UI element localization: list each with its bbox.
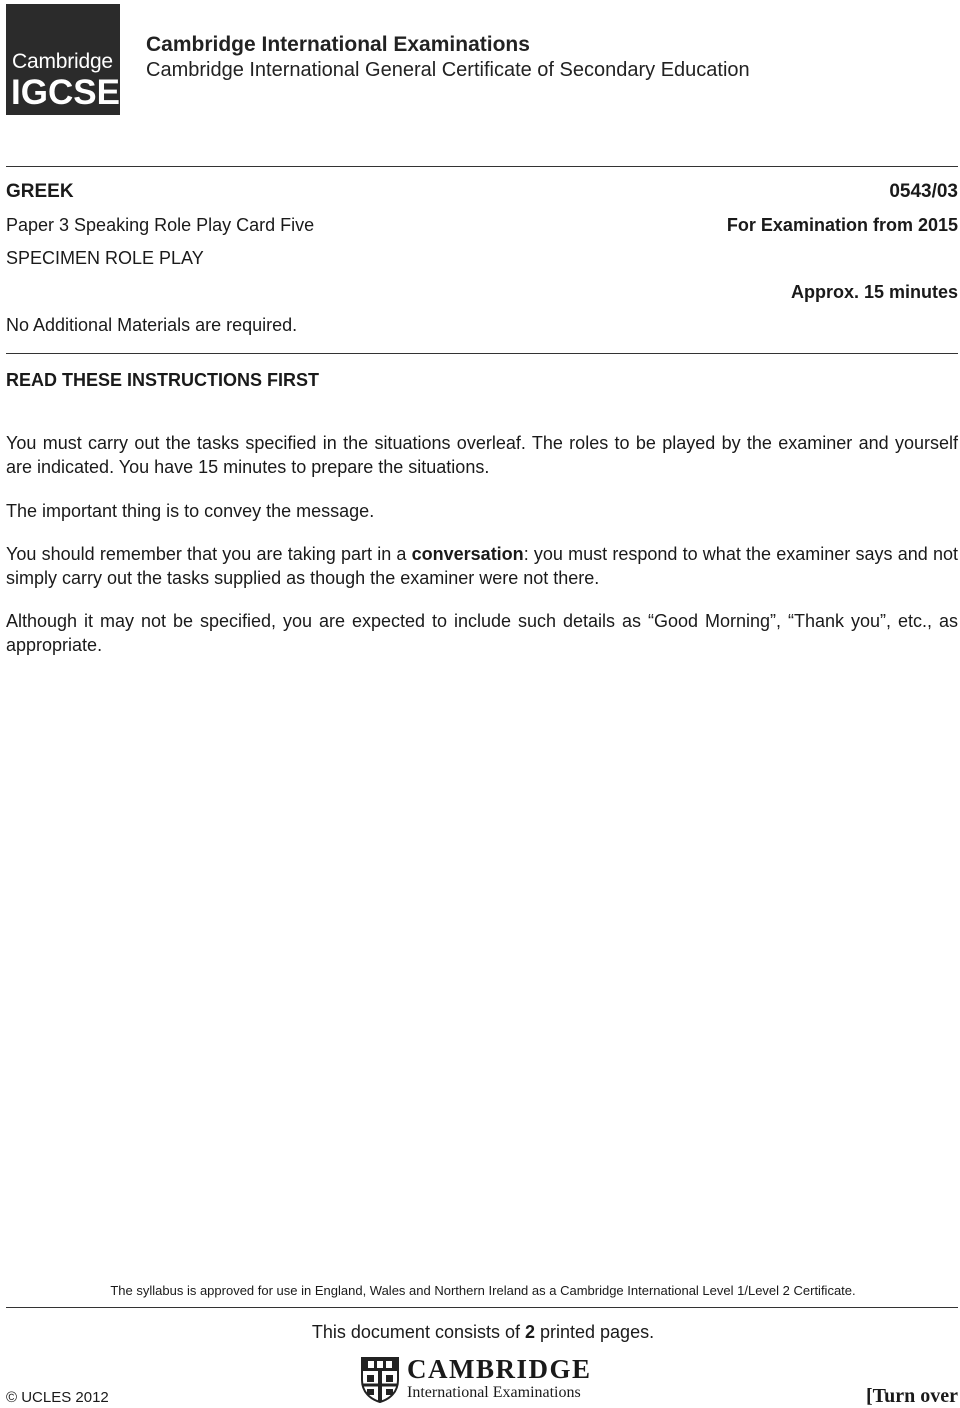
paper-code: 0543/03 — [889, 181, 958, 202]
instruction-paragraph-3 — [6, 542, 958, 590]
subject: GREEK — [6, 181, 74, 202]
pages-text-after: printed pages. — [535, 1322, 655, 1342]
p3-text-after: : you must respond to what the examiner says and not simply carry out the tasks supplied as though the examiner were not there. — [6, 544, 958, 588]
divider-bottom — [6, 1307, 958, 1308]
cambridge-brand-name: CAMBRIDGE — [407, 1354, 592, 1384]
instruction-paragraph-1: You must carry out the tasks specified in the situations overleaf. The roles to be played by the examiner and yourself are indicated. You have 15 minutes to prepare the situations. — [6, 433, 958, 477]
paper-type: SPECIMEN ROLE PLAY — [6, 248, 204, 268]
org-name: Cambridge International Examinations — [146, 33, 530, 56]
cambridge-brand-subtitle: International Examinations — [407, 1384, 581, 1401]
instructions-heading: READ THESE INSTRUCTIONS FIRST — [6, 370, 320, 390]
paper-title: Paper 3 Speaking Role Play Card Five — [6, 215, 315, 235]
duration: Approx. 15 minutes — [790, 282, 958, 302]
p3-bold-word: conversation — [411, 544, 524, 564]
divider-top — [6, 166, 958, 167]
page-count-note — [0, 1322, 960, 1343]
divider-middle — [6, 353, 958, 354]
exam-from: For Examination from 2015 — [726, 215, 958, 235]
p3-text-before: You should remember that you are taking part in a — [6, 544, 412, 564]
instruction-paragraph-2: The important thing is to convey the message. — [6, 501, 375, 521]
syllabus-approval-note: The syllabus is approved for use in England, Wales and Northern Ireland as a Cambridge International Level 1/Level 2 Certificate. — [110, 1283, 856, 1298]
pages-count: 2 — [524, 1322, 535, 1342]
cambridge-igcse-logo — [6, 4, 120, 115]
logo-line2: IGCSE — [11, 73, 120, 112]
logo-line1: Cambridge — [12, 50, 113, 73]
pages-text-before: This document consists of — [311, 1322, 525, 1342]
copyright: © UCLES 2012 — [6, 1389, 109, 1406]
cambridge-shield-icon — [360, 1356, 400, 1404]
materials: No Additional Materials are required. — [6, 315, 298, 335]
turn-over-label: [Turn over — [865, 1385, 958, 1407]
qualification-name: Cambridge International General Certificate of Secondary Education — [146, 59, 750, 81]
instruction-paragraph-4: Although it may not be specified, you are expected to include such details as “Good Morning”, “Thank you”, etc., as appropriate. — [6, 611, 958, 655]
